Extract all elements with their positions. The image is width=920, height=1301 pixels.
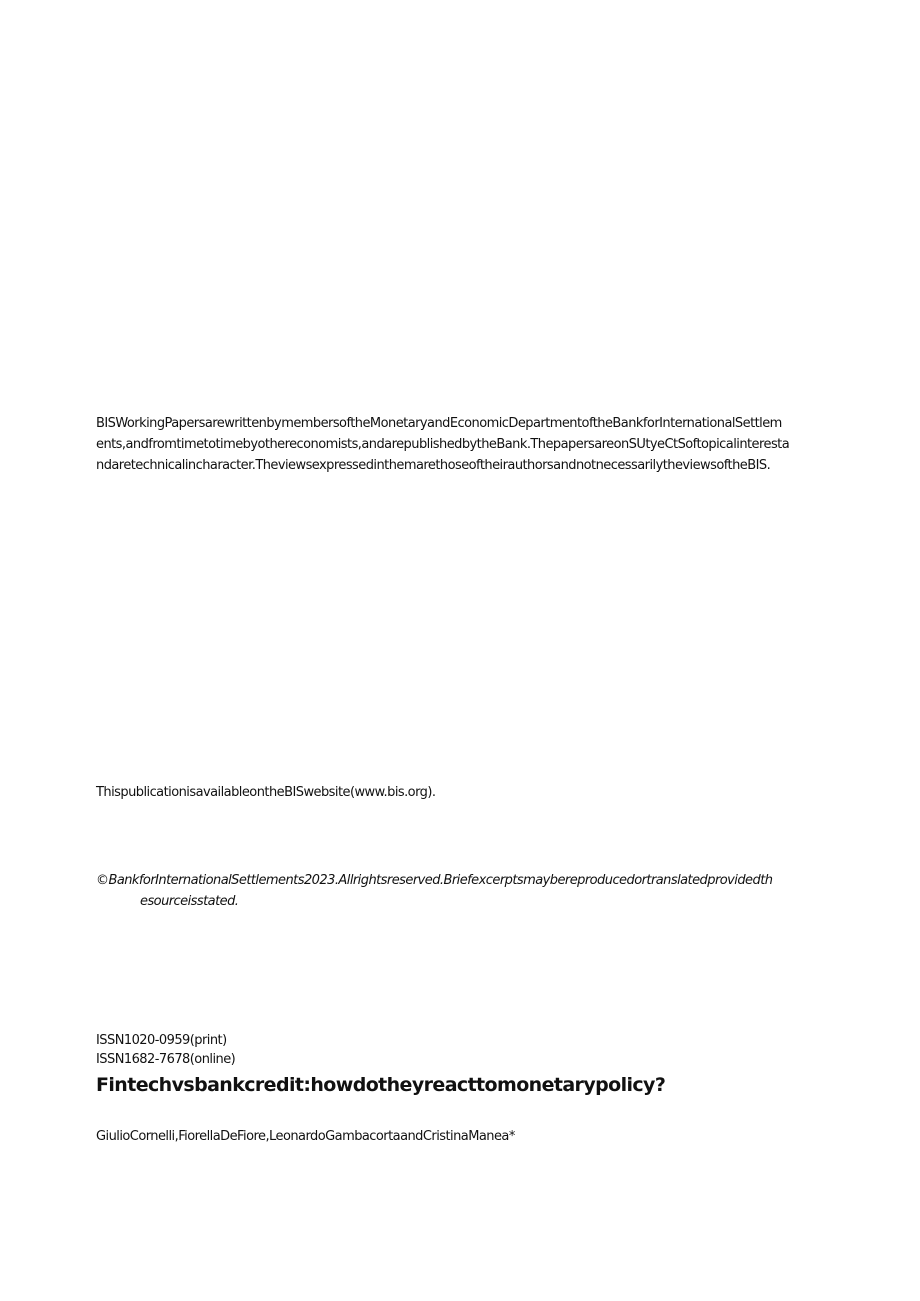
disclaimer-line-1: BISWorkingPapersarewrittenbymembersoftheMonetaryandEconomicDepartmentoftheBankforInternationalSettlem: [96, 416, 782, 431]
disclaimer-paragraph: [96, 413, 840, 476]
copyright-notice: [96, 870, 840, 912]
paper-title: Fintechvsbankcredit:howdotheyreacttomonetarypolicy?: [96, 1074, 666, 1096]
availability-note: [96, 782, 840, 803]
availability-text: ThispublicationisavailableontheBISwebsite(www.bis.org).: [96, 785, 436, 800]
copyright-line-2: esourceisstated.: [140, 894, 239, 909]
copyright-line-1: ©BankforInternationalSettlements2023.Allrightsreserved.Briefexcerptsmaybereproducedortranslatedprovidedth: [96, 873, 773, 888]
disclaimer-line-3: ndaretechnicalincharacter.TheviewsexpressedinthemarethoseoftheirauthorsandnotnecessarilytheviewsoftheBIS.: [96, 458, 771, 473]
issn-online: ISSN1682-7678(online): [96, 1052, 236, 1067]
issn-block: [96, 1031, 840, 1069]
author-list: [96, 1126, 840, 1147]
authors-text: GiulioCornelli,FiorellaDeFiore,LeonardoGambacortaandCristinaManea*: [96, 1129, 515, 1144]
issn-print: ISSN1020-0959(print): [96, 1033, 227, 1048]
disclaimer-line-2: ents,andfromtimetotimebyothereconomists,andarepublishedbytheBank.ThepapersareonSUtyeCtSoftopicalinteresta: [96, 437, 790, 452]
